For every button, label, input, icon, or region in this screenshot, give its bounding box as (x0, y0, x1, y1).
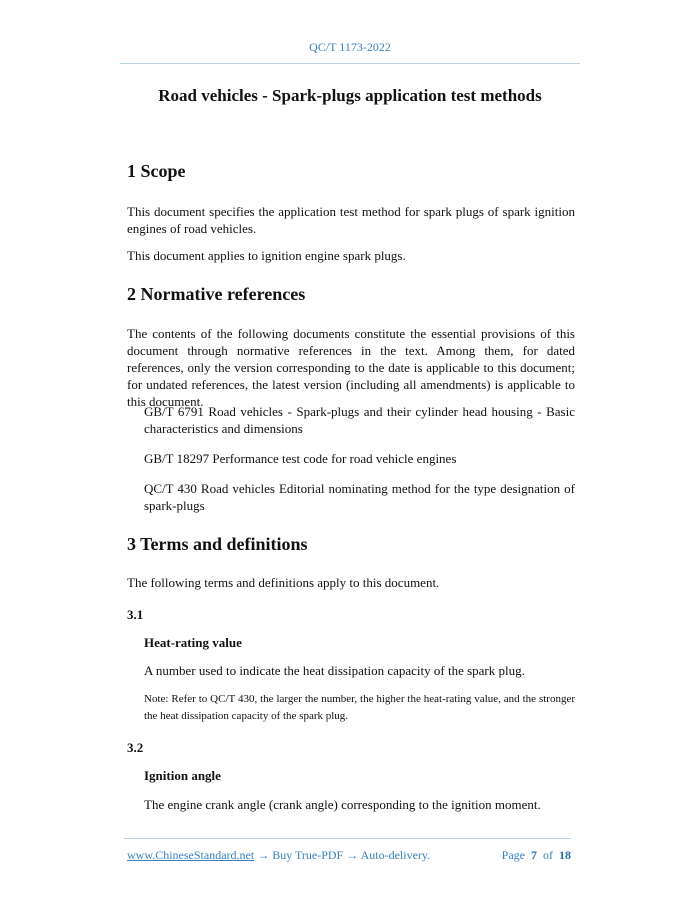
term-note: Note: Refer to QC/T 430, the larger the number, the higher the heat-rating value, and the stronger the heat dissipation capacity of the spark plug. (144, 693, 575, 722)
section-heading-normative-references: 2 Normative references (127, 284, 306, 304)
paragraph: The contents of the following documents constitute the essential provisions of this document through normative references in the text. Among them, for dated references, only the version corresponding to the date is applicable to this document; for undated references, the latest version (including all amendments) is applicable to this document. (127, 326, 575, 409)
reference-item: GB/T 18297 Performance test code for road vehicle engines (144, 451, 457, 466)
header-doc-id: QC/T 1173-2022 (309, 40, 391, 54)
reference-item: QC/T 430 Road vehicles Editorial nominating method for the type designation of spark-plugs (144, 481, 575, 513)
current-page: 7 (531, 848, 537, 862)
term-name: Heat-rating value (144, 635, 242, 650)
footer-divider (124, 838, 571, 839)
reference-item: GB/T 6791 Road vehicles - Spark-plugs and their cylinder head housing - Basic characteristics and dimensions (144, 404, 575, 436)
page-indicator (502, 848, 571, 863)
paragraph: This document applies to ignition engine spark plugs. (127, 248, 406, 263)
term-definition: A number used to indicate the heat dissipation capacity of the spark plug. (144, 663, 525, 678)
term-number: 3.1 (127, 607, 144, 622)
of-label: of (543, 848, 553, 862)
section-heading-scope: 1 Scope (127, 161, 186, 181)
page-title: Road vehicles - Spark-plugs application test methods (158, 86, 542, 105)
term-number: 3.2 (127, 740, 144, 755)
header-divider (120, 63, 580, 64)
paragraph: This document specifies the application test method for spark plugs of spark ignition engines of road vehicles. (127, 204, 575, 236)
page-label: Page (501, 848, 525, 862)
footer-delivery-text: Auto-delivery. (360, 848, 431, 862)
total-pages: 18 (559, 848, 571, 862)
term-definition: The engine crank angle (crank angle) corresponding to the ignition moment. (144, 797, 541, 812)
section-heading-terms: 3 Terms and definitions (127, 534, 308, 554)
paragraph: The following terms and definitions apply to this document. (127, 575, 440, 590)
footer-arrow-text: → Buy True-PDF → (254, 848, 361, 862)
footer-promo (127, 848, 430, 863)
term-name: Ignition angle (144, 768, 221, 783)
website-link[interactable]: www.ChineseStandard.net (127, 848, 255, 862)
